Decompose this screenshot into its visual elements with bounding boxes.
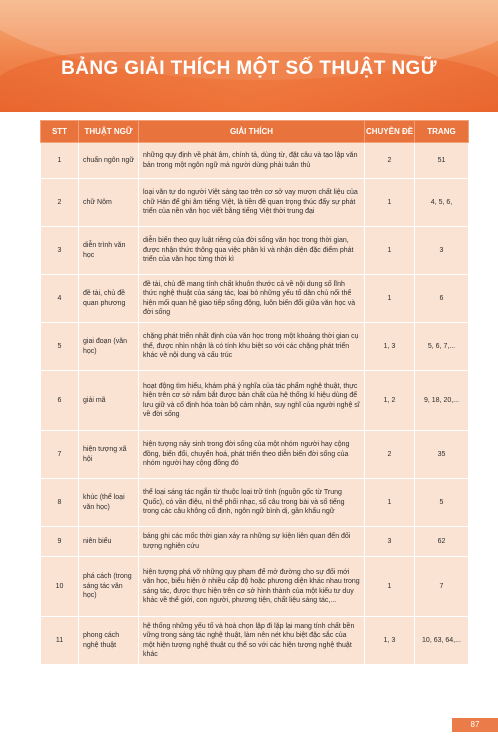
header-page: TRANG: [415, 121, 469, 143]
row-term: khúc (thể loại văn học): [79, 479, 139, 527]
row-page: 4, 5, 6,: [415, 179, 469, 227]
table-row: [41, 527, 469, 557]
table-row: [41, 479, 469, 527]
row-page: 5, 6, 7,...: [415, 323, 469, 371]
table-header-row: [41, 121, 469, 143]
row-explanation: hoạt động tìm hiểu, khám phá ý nghĩa của tác phẩm nghệ thuật, thực hiện trên cơ sở nắm bắt được bản chất của hệ thống kí hiệu dùng để lưu giữ và cố định hóa toàn bộ cảm nhận, suy nghĩ của người nghệ sĩ về đời sống: [139, 371, 365, 431]
row-explanation: những quy định về phát âm, chính tả, dùng từ, đặt câu và tạo lập văn bản trong một ngôn ngữ mà người dùng phải tuân thủ: [139, 143, 365, 179]
row-term: chữ Nôm: [79, 179, 139, 227]
row-stt: 6: [41, 371, 79, 431]
row-page: 35: [415, 431, 469, 479]
page-number: 87: [452, 718, 498, 732]
row-stt: 1: [41, 143, 79, 179]
page-title: BẢNG GIẢI THÍCH MỘT SỐ THUẬT NGỮ: [61, 58, 437, 79]
row-page: 3: [415, 227, 469, 275]
row-page: 51: [415, 143, 469, 179]
row-chapter: 1, 2: [365, 371, 415, 431]
row-term: hiện tượng xã hội: [79, 431, 139, 479]
row-stt: 4: [41, 275, 79, 323]
row-explanation: loại văn tự do người Việt sáng tạo trên cơ sở vay mượn chất liệu của chữ Hán để ghi âm tiếng Việt, là tiền đề quan trọng thúc đẩy sự phát triển của nền văn học viết bằng tiếng Việt thời trung đại: [139, 179, 365, 227]
table-row: [41, 323, 469, 371]
row-stt: 5: [41, 323, 79, 371]
row-chapter: 1, 3: [365, 617, 415, 665]
glossary-table: [40, 120, 469, 665]
row-term: chuẩn ngôn ngữ: [79, 143, 139, 179]
row-chapter: 1: [365, 557, 415, 617]
table-row: [41, 227, 469, 275]
header-chapter: CHUYÊN ĐỀ: [365, 121, 415, 143]
row-chapter: 3: [365, 527, 415, 557]
row-stt: 7: [41, 431, 79, 479]
row-explanation: hiện tượng nảy sinh trong đời sống của một nhóm người hay cộng đồng, biến đổi, chuyển hoá, phát triển theo diễn biến đời sống của nhóm người hay cộng đồng đó: [139, 431, 365, 479]
row-page: 5: [415, 479, 469, 527]
row-chapter: 1: [365, 227, 415, 275]
table-row: [41, 143, 469, 179]
row-stt: 10: [41, 557, 79, 617]
row-explanation: hệ thống những yếu tố và hoà chọn lặp đi lặp lại mang tính chất bền vững trong sáng tác nghệ thuật, làm nên nét khu biệt đặc sắc của một hiện tượng nghệ thuật cụ thể so với các hiện tượng nghệ thuật khác: [139, 617, 365, 665]
row-explanation: thể loại sáng tác ngắn từ thuộc loại trữ tình (nguồn gốc từ Trung Quốc), có vần điệu, nỉ thể phối nhạc, số câu trong bài và số tiếng trong các câu không cố định, ngôn ngữ bình dị, gần khẩu ngữ: [139, 479, 365, 527]
row-stt: 11: [41, 617, 79, 665]
row-term: giai đoạn (văn học): [79, 323, 139, 371]
row-explanation: diễn biến theo quy luật riêng của đời sống văn học trong thời gian, được nhận thức thông qua việc phân kì và nhận diện đặc điểm phát triển của văn học từng thời kì: [139, 227, 365, 275]
row-stt: 3: [41, 227, 79, 275]
row-term: diễn trình văn học: [79, 227, 139, 275]
row-term: phong cách nghệ thuật: [79, 617, 139, 665]
row-term: niên biểu: [79, 527, 139, 557]
row-chapter: 2: [365, 431, 415, 479]
table-row: [41, 371, 469, 431]
row-explanation: hiện tượng phá vỡ những quy phạm để mở đường cho sự đổi mới văn học, biểu hiện ở nhiều cấp độ hoặc phương diện khác nhau trong sáng tác, được thực hiện trên cơ sở hình thành của một kiểu tư duy khác về thể giới, con người, phương tiện, chất liệu sáng tác,...: [139, 557, 365, 617]
glossary-table-container: [40, 120, 468, 665]
row-page: 9, 18, 20,...: [415, 371, 469, 431]
row-explanation: chặng phát triển nhất định của văn học trong một khoảng thời gian cụ thể, được nhìn nhận là có tính khu biệt so với các chặng phát triển khác về nội dung và cấu trúc: [139, 323, 365, 371]
row-page: 10, 63, 64,...: [415, 617, 469, 665]
table-row: [41, 431, 469, 479]
table-row: [41, 179, 469, 227]
row-stt: 9: [41, 527, 79, 557]
row-stt: 2: [41, 179, 79, 227]
row-chapter: 1: [365, 179, 415, 227]
row-stt: 8: [41, 479, 79, 527]
row-term: giải mã: [79, 371, 139, 431]
row-explanation: bảng ghi các mốc thời gian xảy ra những sự kiện liên quan đến đối tượng nghiên cứu: [139, 527, 365, 557]
row-explanation: đề tài, chủ đề mang tính chất khuôn thước cả về nội dung số lĩnh thức nghệ thuật của sáng tác, loại bỏ những yếu tố dân chủ nổi thể hiện mối quan hệ giao tiếp sống động, luôn biến đổi giữa văn học và đời sống: [139, 275, 365, 323]
table-row: [41, 557, 469, 617]
row-chapter: 2: [365, 143, 415, 179]
row-chapter: 1, 3: [365, 323, 415, 371]
row-term: phá cách (trong sáng tác văn học): [79, 557, 139, 617]
row-page: 7: [415, 557, 469, 617]
header-stt: STT: [41, 121, 79, 143]
row-page: 6: [415, 275, 469, 323]
title-banner: [0, 0, 498, 112]
table-row: [41, 275, 469, 323]
row-term: đề tài, chủ đề quan phương: [79, 275, 139, 323]
row-page: 62: [415, 527, 469, 557]
header-explanation: GIẢI THÍCH: [139, 121, 365, 143]
row-chapter: 1: [365, 479, 415, 527]
header-term: THUẬT NGỮ: [79, 121, 139, 143]
row-chapter: 1: [365, 275, 415, 323]
table-row: [41, 617, 469, 665]
